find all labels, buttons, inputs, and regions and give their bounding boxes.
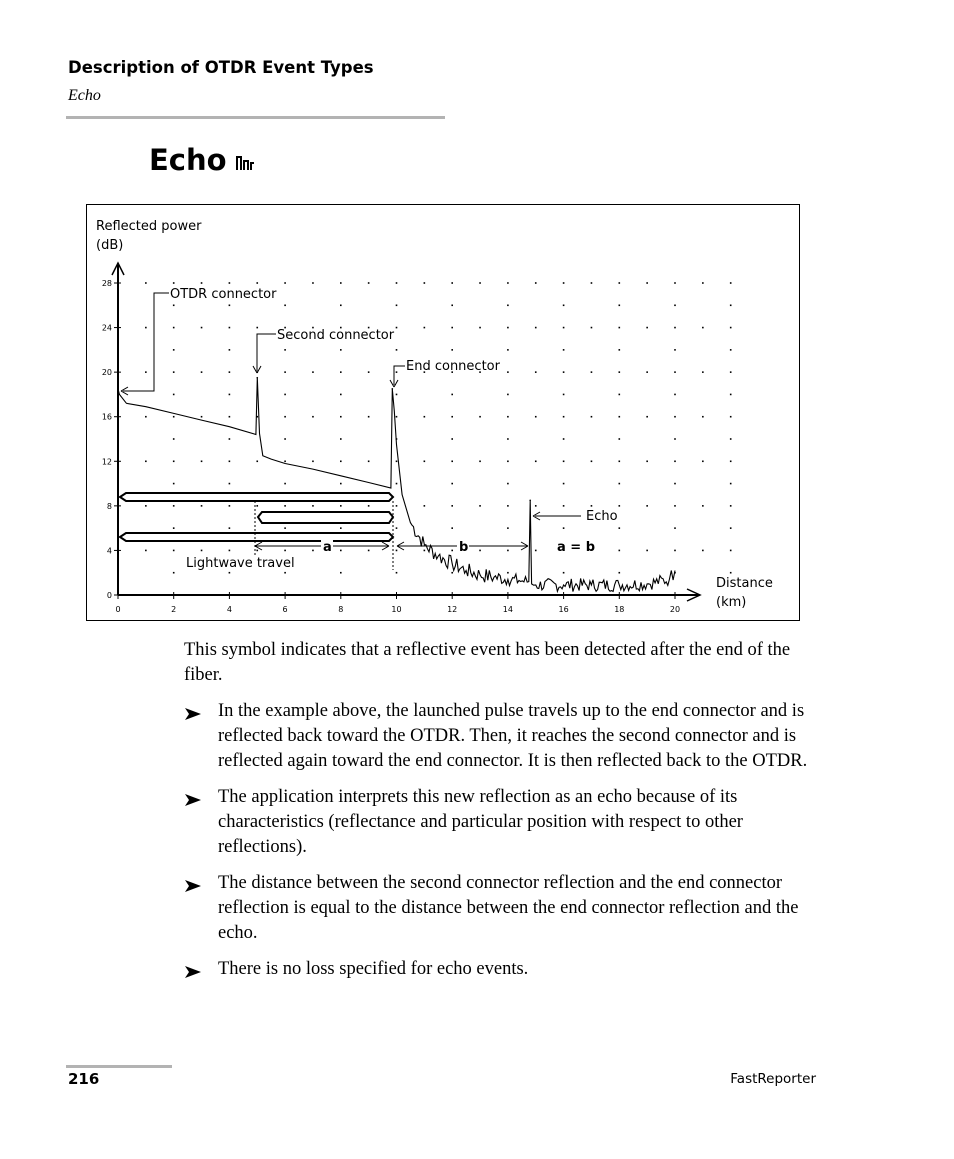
grid-dot: [702, 327, 704, 329]
event-point: [392, 388, 394, 390]
grid-dot: [646, 282, 648, 284]
grid-dot: [396, 394, 398, 396]
grid-dot: [340, 483, 342, 485]
grid-dot: [284, 550, 286, 552]
grid-dot: [340, 282, 342, 284]
grid-dot: [535, 327, 537, 329]
grid-dot: [674, 460, 676, 462]
otdr-connector-label: OTDR connector: [170, 287, 277, 302]
grid-dot: [563, 527, 565, 529]
grid-dot: [173, 527, 175, 529]
grid-dot: [284, 460, 286, 462]
grid-dot: [173, 438, 175, 440]
grid-dot: [702, 416, 704, 418]
event-point: [117, 388, 119, 390]
grid-dot: [229, 416, 231, 418]
page-heading-title: Echo: [149, 143, 227, 177]
grid-dot: [424, 282, 426, 284]
grid-dot: [256, 460, 258, 462]
grid-dot: [368, 550, 370, 552]
grid-dot: [229, 527, 231, 529]
grid-dot: [702, 371, 704, 373]
footer-product-name: FastReporter: [730, 1071, 816, 1087]
arrow-bullet-icon: [184, 965, 202, 979]
section-header-title: Description of OTDR Event Types: [68, 58, 374, 77]
end-connector-label: End connector: [406, 359, 500, 374]
grid-dot: [535, 371, 537, 373]
grid-dot: [479, 327, 481, 329]
grid-dot: [563, 304, 565, 306]
grid-dot: [396, 527, 398, 529]
grid-dot: [256, 282, 258, 284]
grid-dot: [451, 550, 453, 552]
grid-dot: [312, 416, 314, 418]
grid-dot: [451, 572, 453, 574]
x-axis-label-line2: (km): [716, 595, 747, 610]
grid-dot: [674, 483, 676, 485]
grid-dot: [507, 527, 509, 529]
grid-dot: [563, 371, 565, 373]
grid-dot: [284, 371, 286, 373]
y-tick-label: 24: [101, 323, 112, 333]
grid-dot: [451, 327, 453, 329]
grid-dot: [201, 327, 203, 329]
grid-dot: [591, 505, 593, 507]
grid-dot: [507, 327, 509, 329]
grid-dot: [312, 550, 314, 552]
grid-dot: [284, 572, 286, 574]
grid-dot: [674, 550, 676, 552]
second-connector-label: Second connector: [277, 328, 395, 343]
bullet-text: The distance between the second connector reflection and the end connector reflection is equal to the distance between the end connector reflection and the echo.: [218, 873, 799, 943]
axes: [112, 263, 700, 601]
grid-dot: [145, 505, 147, 507]
x-tick-label: 14: [502, 605, 513, 614]
grid-dot: [507, 349, 509, 351]
grid-dot: [702, 282, 704, 284]
y-tick-label: 20: [101, 368, 112, 378]
grid-dot: [535, 282, 537, 284]
grid-dot: [424, 327, 426, 329]
grid-dot: [619, 505, 621, 507]
grid-dot: [340, 371, 342, 373]
grid-dot: [284, 483, 286, 485]
travel-path-2: [258, 512, 393, 523]
intro-paragraph: This symbol indicates that a reflective event has been detected after the end of the fiber.: [184, 640, 791, 685]
x-tick-label: 10: [391, 605, 402, 614]
grid-dot: [730, 304, 732, 306]
grid-dot: [646, 550, 648, 552]
grid-dot: [396, 505, 398, 507]
grid-dot: [591, 460, 593, 462]
grid-dot: [619, 550, 621, 552]
grid-dot: [145, 550, 147, 552]
x-axis-label-line1: Distance: [716, 576, 773, 591]
grid-dot: [619, 483, 621, 485]
body-text: [184, 638, 824, 993]
grid-dot: [284, 505, 286, 507]
grid-dot: [451, 304, 453, 306]
grid-dot: [507, 505, 509, 507]
grid-dot: [284, 416, 286, 418]
arrow-bullet-icon: [184, 793, 202, 807]
x-tick-label: 6: [282, 605, 288, 614]
grid-dot: [256, 505, 258, 507]
grid-dot: [173, 550, 175, 552]
grid-dot: [702, 550, 704, 552]
grid-dot: [396, 572, 398, 574]
grid-dot: [563, 505, 565, 507]
grid-dot: [451, 438, 453, 440]
grid-dot: [284, 438, 286, 440]
grid-dot: [619, 527, 621, 529]
travel-path-3: [120, 533, 393, 541]
travel-path-1: [120, 493, 393, 501]
grid-dot: [368, 282, 370, 284]
grid-dot: [730, 282, 732, 284]
x-tick-label: 0: [115, 605, 121, 614]
grid-dot: [507, 394, 509, 396]
grid-dot: [229, 572, 231, 574]
bullet-item: [184, 785, 824, 860]
grid-dot: [312, 371, 314, 373]
grid-dot: [145, 416, 147, 418]
bullet-text: In the example above, the launched pulse travels up to the end connector and is reflected back toward the OTDR. Then, it reaches the second connector and is reflected again toward the end connector. It is then reflected back to the OTDR.: [218, 701, 808, 771]
grid-dot: [535, 550, 537, 552]
grid-dot: [507, 371, 509, 373]
y-tick-label: 4: [106, 546, 112, 556]
grid-dot: [730, 349, 732, 351]
grid-dot: [451, 282, 453, 284]
grid-dot: [451, 416, 453, 418]
grid-dot: [424, 505, 426, 507]
grid-dot: [396, 483, 398, 485]
grid-dot: [229, 349, 231, 351]
x-tick-label: 4: [226, 605, 232, 614]
grid-dot: [563, 349, 565, 351]
grid-dot: [479, 460, 481, 462]
bullet-item: [184, 871, 824, 946]
grid-dot: [730, 460, 732, 462]
grid-dot: [730, 572, 732, 574]
grid-dot: [591, 327, 593, 329]
grid-dot: [173, 371, 175, 373]
grid-dot: [507, 438, 509, 440]
grid-dot: [535, 505, 537, 507]
grid-dot: [619, 416, 621, 418]
bullet-text: There is no loss specified for echo events.: [218, 959, 529, 979]
footer-rule: [66, 1065, 172, 1068]
arrow-bullet-icon: [184, 879, 202, 893]
grid-dot: [646, 327, 648, 329]
grid-dot: [284, 527, 286, 529]
grid-dot: [256, 327, 258, 329]
grid-dot: [396, 416, 398, 418]
grid-dot: [201, 416, 203, 418]
otdr-trace-chart: [87, 205, 799, 620]
grid-dot: [507, 416, 509, 418]
header-rule: [66, 116, 445, 119]
grid-dot: [619, 327, 621, 329]
grid-dot: [507, 550, 509, 552]
grid-dot: [256, 550, 258, 552]
grid-dot: [479, 505, 481, 507]
x-tick-label: 2: [171, 605, 177, 614]
grid-dot: [591, 282, 593, 284]
grid-dot: [368, 416, 370, 418]
grid-dot: [145, 371, 147, 373]
annotations: [120, 287, 618, 571]
grid-dot: [730, 394, 732, 396]
grid-dot: [451, 527, 453, 529]
page-heading: [149, 143, 260, 177]
grid-dot: [201, 505, 203, 507]
y-axis-label-line1: Reflected power: [96, 219, 202, 234]
grid-dot: [479, 416, 481, 418]
grid-dot: [619, 460, 621, 462]
grid-dot: [340, 550, 342, 552]
grid-dot: [229, 304, 231, 306]
grid-dot: [229, 505, 231, 507]
dimension-b-label: b: [459, 540, 469, 555]
grid-dot: [451, 349, 453, 351]
bullet-item: [184, 957, 824, 982]
grid-dot: [229, 371, 231, 373]
grid-dot: [340, 460, 342, 462]
grid-dot: [368, 505, 370, 507]
grid-dot: [730, 371, 732, 373]
grid-dot: [563, 327, 565, 329]
event-point: [529, 499, 531, 501]
grid-dot: [646, 416, 648, 418]
grid-dot: [563, 416, 565, 418]
grid-dot: [563, 438, 565, 440]
grid-dot: [145, 327, 147, 329]
echo-label: Echo: [586, 509, 618, 524]
grid-dot: [340, 438, 342, 440]
grid-dot: [173, 505, 175, 507]
grid-dot: [396, 371, 398, 373]
grid-dot: [173, 416, 175, 418]
grid-dot: [619, 349, 621, 351]
grid-dot: [396, 327, 398, 329]
grid-dot: [479, 550, 481, 552]
y-tick-label: 0: [106, 591, 112, 600]
grid-dot: [619, 394, 621, 396]
grid-dot: [535, 460, 537, 462]
grid-dot: [312, 282, 314, 284]
grid-dot: [619, 304, 621, 306]
grid-dot: [229, 394, 231, 396]
x-tick-label: 12: [447, 605, 458, 614]
grid-dot: [340, 394, 342, 396]
grid-dot: [340, 416, 342, 418]
grid-dot: [173, 304, 175, 306]
grid-dot: [424, 550, 426, 552]
grid-dot: [619, 572, 621, 574]
grid-dot: [229, 460, 231, 462]
grid-dot: [674, 527, 676, 529]
grid-dot: [396, 349, 398, 351]
lightwave-travel-label: Lightwave travel: [186, 556, 295, 571]
grid-dot: [173, 572, 175, 574]
grid-dot: [646, 505, 648, 507]
grid-dot: [619, 282, 621, 284]
grid-dot: [730, 327, 732, 329]
grid-dot: [173, 327, 175, 329]
grid-dot: [591, 416, 593, 418]
grid-dot: [173, 282, 175, 284]
grid-dot: [312, 460, 314, 462]
grid-dot: [619, 371, 621, 373]
end-connector-callout: [394, 366, 405, 385]
grid-dot: [396, 304, 398, 306]
grid-dot: [674, 438, 676, 440]
grid-dot: [340, 572, 342, 574]
grid-dot: [674, 416, 676, 418]
grid-dot: [674, 282, 676, 284]
grid-dot: [229, 550, 231, 552]
grid-dot: [173, 483, 175, 485]
grid-dot: [173, 460, 175, 462]
grid-dot: [451, 505, 453, 507]
grid-dot: [563, 282, 565, 284]
dimension-a-label: a: [323, 540, 332, 555]
grid-dot: [674, 394, 676, 396]
grid-dot: [563, 460, 565, 462]
grid-dot: [507, 483, 509, 485]
grid-dot: [229, 438, 231, 440]
grid-dot: [424, 460, 426, 462]
grid-dot: [619, 438, 621, 440]
grid-dot: [507, 460, 509, 462]
grid-dot: [730, 483, 732, 485]
grid-dot: [229, 282, 231, 284]
grid-dot: [368, 460, 370, 462]
grid-dot: [340, 349, 342, 351]
grid-dot: [396, 550, 398, 552]
page-number: 216: [68, 1070, 100, 1088]
y-tick-label: 16: [101, 412, 112, 422]
grid-dot: [563, 394, 565, 396]
x-tick-label: 16: [558, 605, 569, 614]
grid-dot: [145, 282, 147, 284]
grid-dot: [396, 460, 398, 462]
grid-dot: [284, 349, 286, 351]
grid-dot: [201, 371, 203, 373]
grid-dot: [730, 527, 732, 529]
grid-dot: [591, 371, 593, 373]
grid-dot: [284, 282, 286, 284]
grid-dot: [730, 416, 732, 418]
grid-dot: [201, 282, 203, 284]
grid-dot: [312, 505, 314, 507]
grid-dot: [674, 349, 676, 351]
y-tick-label: 12: [101, 457, 112, 467]
grid-dot: [284, 304, 286, 306]
y-tick-label: 28: [101, 279, 112, 288]
grid-dot: [396, 282, 398, 284]
otdr-connector-callout: [123, 293, 169, 391]
grid-dot: [229, 327, 231, 329]
grid-dot: [563, 572, 565, 574]
second-connector-callout: [257, 334, 276, 371]
grid-dot: [424, 416, 426, 418]
grid-dot: [730, 438, 732, 440]
grid-dot: [646, 460, 648, 462]
bullet-text: The application interprets this new reflection as an echo because of its characteristics (reflectance and particular position with respect to other reflections).: [218, 787, 743, 857]
grid-dot: [145, 460, 147, 462]
y-axis-label-line2: (dB): [96, 238, 124, 253]
grid-dot: [674, 505, 676, 507]
grid-dot: [229, 483, 231, 485]
grid-dot: [173, 394, 175, 396]
y-tick-label: 8: [106, 501, 112, 511]
echo-event-icon: [236, 155, 260, 171]
grid-dot: [730, 505, 732, 507]
section-header-subtitle: Echo: [68, 87, 101, 104]
bullet-list: [184, 699, 824, 982]
grid-dot: [674, 304, 676, 306]
x-tick-label: 8: [338, 605, 344, 614]
dimension-a-equals-b-label: a = b: [557, 540, 596, 555]
grid-dot: [340, 304, 342, 306]
grid-dot: [674, 371, 676, 373]
bullet-item: [184, 699, 824, 774]
grid-dot: [451, 460, 453, 462]
grid-dot: [730, 550, 732, 552]
grid-dot: [507, 282, 509, 284]
grid-dot: [646, 371, 648, 373]
grid-dot: [201, 550, 203, 552]
grid-dot: [702, 460, 704, 462]
x-tick-label: 20: [669, 605, 681, 614]
grid-dot: [284, 394, 286, 396]
grid-dot: [507, 304, 509, 306]
arrow-bullet-icon: [184, 707, 202, 721]
grid-dot: [340, 505, 342, 507]
grid-dot: [340, 527, 342, 529]
event-point: [256, 377, 258, 379]
grid-dot: [507, 572, 509, 574]
grid-dot: [479, 282, 481, 284]
grid-dot: [368, 371, 370, 373]
grid-dot: [451, 483, 453, 485]
grid-dot: [451, 394, 453, 396]
x-tick-label: 18: [614, 605, 625, 614]
grid-dot: [535, 416, 537, 418]
otdr-echo-figure: [86, 204, 800, 621]
grid-dot: [563, 483, 565, 485]
grid-dot: [173, 349, 175, 351]
grid-dot: [702, 505, 704, 507]
grid-dot: [201, 460, 203, 462]
grid-dot: [674, 327, 676, 329]
